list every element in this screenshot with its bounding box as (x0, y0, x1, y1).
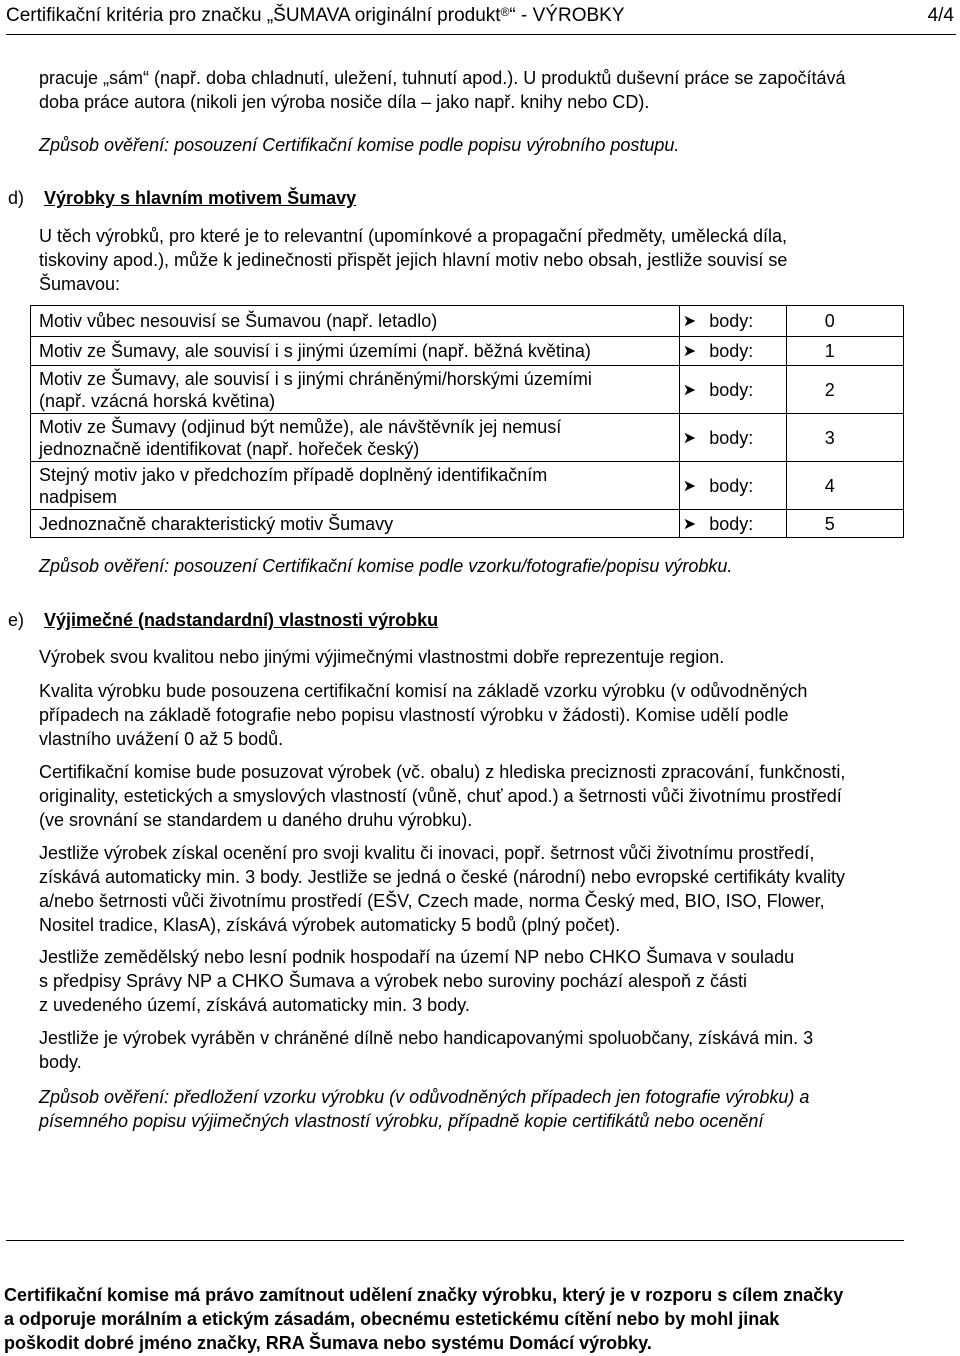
document-title-text: Certifikační kritéria pro značku „ŠUMAVA originální produkt (6, 5, 501, 26)
motif-line: (např. vzácná horská květina) (39, 390, 276, 411)
section-e-paragraph-4 (39, 841, 939, 937)
score-value: 4 (786, 462, 903, 510)
score-label: body: (699, 337, 786, 366)
score-value: 1 (786, 337, 903, 366)
document-title-suffix: - VÝROBKY (521, 5, 625, 26)
score-label: body: (699, 510, 786, 538)
section-d-text-line: U těch výrobků, pro které je to relevantní (upomínkové a propagační předměty, umělecká díla, (39, 226, 788, 246)
score-label: body: (699, 366, 786, 414)
table-row (31, 337, 904, 366)
section-e-title (44, 608, 944, 632)
section-d-title-text: Výrobky s hlavním motivem Šumavy (44, 188, 357, 208)
motif-line: nadpisem (39, 486, 118, 507)
paragraph-line: Jestliže výrobek získal ocenění pro svoji kvalitu či inovaci, popř. šetrnost vůči životnímu prostředí, (39, 843, 815, 863)
document-title: Certifikační kritéria pro značku „ŠUMAVA originální produkt®“ - VÝROBKY (6, 5, 625, 26)
score-value: 3 (786, 414, 903, 462)
intro-paragraph (39, 66, 939, 114)
page-number: 4/4 (927, 5, 954, 26)
footer-divider (6, 1240, 904, 1241)
section-e-paragraph-3 (39, 760, 939, 832)
paragraph-line: Jestliže je výrobek vyráběn v chráněné dílně nebo handicapovanými spoluobčany, získává min. 3 (39, 1028, 814, 1048)
paragraph-line: získává automaticky min. 3 body. Jestliže se jedná o české (národní) nebo evropské certifikáty kvality (39, 867, 846, 887)
section-e-title-text: Výjimečné (nadstandardní) vlastnosti výrobku (44, 610, 439, 630)
motif-description: Jednoznačně charakteristický motiv Šumavy (31, 510, 680, 538)
paragraph-line: Výrobek svou kvalitou nebo jinými výjimečnými vlastnostmi dobře reprezentuje region. (39, 647, 725, 667)
section-e-verification (39, 1085, 939, 1133)
score-value: 2 (786, 366, 903, 414)
motif-description (31, 414, 680, 462)
paragraph-line: originality, estetických a smyslových vlastností (vůně, chuť apod.) a šetrnosti vůči životnímu prostředí (39, 786, 842, 806)
table-row (31, 462, 904, 510)
footer-line: a odporuje morálním a etickým zásadám, obecnému estetickému cítění nebo by mohl jinak (4, 1309, 780, 1329)
score-label: body: (699, 462, 786, 510)
page-header (6, 4, 956, 35)
arrow-right-icon: ➤ (679, 462, 699, 510)
section-e-letter: e) (8, 610, 25, 630)
motif-line: Stejný motiv jako v předchozím případě doplněný identifikačním (39, 464, 548, 485)
section-e-paragraph-6 (39, 1026, 939, 1074)
footer-line: Certifikační komise má právo zamítnout udělení značky výrobku, který je v rozporu s cílem značky (4, 1285, 844, 1305)
section-e-paragraph-5 (39, 945, 939, 1017)
arrow-right-icon: ➤ (679, 510, 699, 538)
motif-description: Motiv ze Šumavy, ale souvisí i s jinými územími (např. běžná květina) (31, 337, 680, 366)
section-d-title (44, 186, 944, 210)
motif-line: jednoznačně identifikovat (např. hořeček český) (39, 438, 420, 459)
section-d-text (39, 224, 939, 296)
paragraph-line: Kvalita výrobku bude posouzena certifikační komisí na základě vzorku výrobku (v odůvodněných (39, 681, 808, 701)
paragraph-line: a/nebo šetrnosti vůči životnímu prostředí (EŠV, Czech made, norma Český med, BIO, ISO, Flower, (39, 891, 825, 911)
arrow-right-icon: ➤ (679, 366, 699, 414)
table-row (31, 414, 904, 462)
table-row (31, 306, 904, 337)
footer-note (4, 1283, 954, 1355)
table-row (31, 510, 904, 538)
paragraph-line: body. (39, 1052, 82, 1072)
paragraph-line: s předpisy Správy NP a CHKO Šumava a výrobek nebo suroviny pochází alespoň z části (39, 971, 748, 991)
verification-line: písemného popisu výjimečných vlastností výrobku, případně kopie certifikátů nebo ocenění (39, 1111, 764, 1131)
score-value: 5 (786, 510, 903, 538)
arrow-right-icon: ➤ (679, 414, 699, 462)
score-value: 0 (786, 306, 903, 337)
motif-description: Motiv vůbec nesouvisí se Šumavou (např. letadlo) (31, 306, 680, 337)
motif-score-table (30, 305, 904, 538)
motif-description (31, 462, 680, 510)
motif-description (31, 366, 680, 414)
verification-line: Způsob ověření: předložení vzorku výrobku (v odůvodněných případech jen fotografie výrobku) a (39, 1087, 810, 1107)
intro-verification: Způsob ověření: posouzení Certifikační komise podle popisu výrobního postupu. (39, 135, 680, 155)
section-e-paragraph-2 (39, 679, 939, 751)
motif-line: Motiv ze Šumavy (odjinud být nemůže), ale návštěvník jej nemusí (39, 416, 562, 437)
section-d-text-line: Šumavou: (39, 274, 121, 294)
intro-line: doba práce autora (nikoli jen výroba nosiče díla – jako např. knihy nebo CD). (39, 92, 650, 112)
paragraph-line: Jestliže zemědělský nebo lesní podnik hospodaří na území NP nebo CHKO Šumava v souladu (39, 947, 795, 967)
section-d-text-line: tiskoviny apod.), může k jedinečnosti přispět jejich hlavní motiv nebo obsah, jestliže souvisí se (39, 250, 788, 270)
section-d-verification: Způsob ověření: posouzení Certifikační komise podle vzorku/fotografie/popisu výrobku. (39, 556, 733, 576)
section-d-letter: d) (8, 188, 25, 208)
footer-line: poškodit dobré jméno značky, RRA Šumava nebo systému Domácí výrobky. (4, 1333, 652, 1353)
registered-mark: ® (500, 5, 510, 19)
paragraph-line: případech na základě fotografie nebo popisu vlastností výrobku v žádosti). Komise udělí podle (39, 705, 789, 725)
arrow-right-icon: ➤ (679, 337, 699, 366)
score-label: body: (699, 306, 786, 337)
intro-line: pracuje „sám“ (např. doba chladnutí, uležení, tuhnutí apod.). U produktů duševní práce se započítává (39, 68, 846, 88)
section-e-paragraph-1 (39, 645, 939, 669)
paragraph-line: Certifikační komise bude posuzovat výrobek (vč. obalu) z hlediska preciznosti zpracování, funkčnosti, (39, 762, 846, 782)
paragraph-line: vlastního uvážení 0 až 5 bodů. (39, 729, 284, 749)
paragraph-line: Nositel tradice, KlasA), získává výrobek automaticky 5 bodů (plný počet). (39, 915, 621, 935)
table-row (31, 366, 904, 414)
paragraph-line: (ve srovnání se standardem u daného druhu výrobku). (39, 810, 473, 830)
paragraph-line: z uvedeného území, získává automaticky min. 3 body. (39, 995, 470, 1015)
motif-line: Motiv ze Šumavy, ale souvisí i s jinými chráněnými/horskými územími (39, 368, 592, 389)
arrow-right-icon: ➤ (679, 306, 699, 337)
score-label: body: (699, 414, 786, 462)
